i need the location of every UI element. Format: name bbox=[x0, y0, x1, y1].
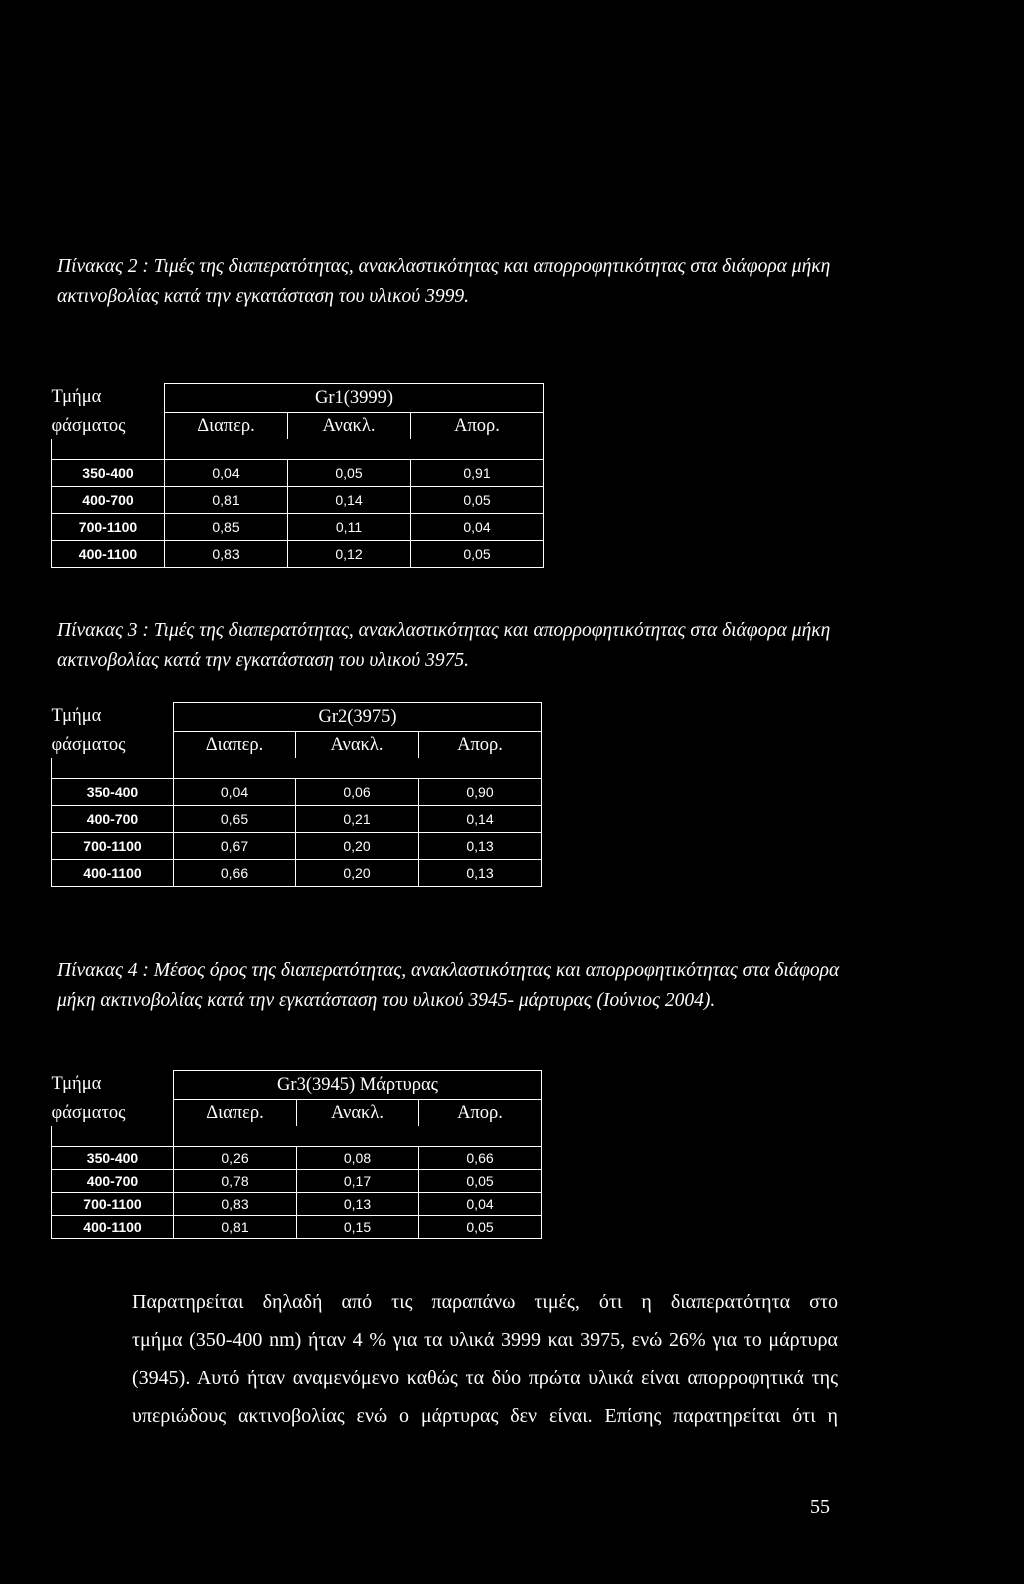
table-2-caption: Πίνακας 2 : Τιμές της διαπερατότητας, ανακλαστικότητας και απορροφητικότητας στα διάφορα μήκη ακτινοβολίας κατά την εγκατάσταση του υλικού 3999. bbox=[57, 256, 831, 307]
value-cell: 0,90 bbox=[419, 779, 542, 806]
table-row bbox=[52, 1193, 542, 1216]
row-header-line1: Τμήμα bbox=[51, 386, 102, 407]
row-header-line2: φάσματος bbox=[51, 734, 126, 755]
value-cell: 0,11 bbox=[288, 514, 411, 541]
value-cell: 0,67 bbox=[174, 833, 296, 860]
band-cell: 400-700 bbox=[52, 487, 165, 514]
band-cell: 400-1100 bbox=[52, 1216, 174, 1239]
value-cell: 0,06 bbox=[296, 779, 419, 806]
paragraph-line: Παρατηρείται δηλαδή από τις παραπάνω τιμές, ότι η διαπερατότητα στο bbox=[132, 1291, 838, 1313]
value-cell: 0,91 bbox=[411, 460, 544, 487]
table-4 bbox=[51, 1070, 542, 1239]
table-3-caption: Πίνακας 3 : Τιμές της διαπερατότητας, ανακλαστικότητας και απορροφητικότητας στα διάφορα μήκη ακτινοβολίας κατά την εγκατάσταση του υλικού 3975. bbox=[57, 620, 831, 671]
value-cell: 0,81 bbox=[174, 1216, 297, 1239]
value-cell: 0,05 bbox=[419, 1216, 542, 1239]
row-header-line2: φάσματος bbox=[51, 1102, 126, 1123]
table-row bbox=[52, 806, 542, 833]
band-cell: 700-1100 bbox=[52, 1193, 174, 1216]
value-cell: 0,81 bbox=[165, 487, 288, 514]
col-header: Απορ. bbox=[419, 732, 542, 759]
value-cell: 0,83 bbox=[174, 1193, 297, 1216]
band-cell: 350-400 bbox=[52, 460, 165, 487]
value-cell: 0,21 bbox=[296, 806, 419, 833]
table-3 bbox=[51, 702, 542, 887]
col-header: Ανακλ. bbox=[297, 1100, 419, 1127]
value-cell: 0,05 bbox=[411, 487, 544, 514]
band-cell: 400-1100 bbox=[52, 541, 165, 568]
table-row bbox=[52, 460, 544, 487]
row-header-line1: Τμήμα bbox=[51, 705, 102, 726]
col-header: Ανακλ. bbox=[288, 413, 411, 440]
value-cell: 0,66 bbox=[174, 860, 296, 887]
value-cell: 0,15 bbox=[297, 1216, 419, 1239]
col-header: Διαπερ. bbox=[174, 732, 296, 759]
value-cell: 0,05 bbox=[288, 460, 411, 487]
value-cell: 0,20 bbox=[296, 833, 419, 860]
group-title: Gr1(3999) bbox=[165, 384, 544, 413]
table-row bbox=[52, 487, 544, 514]
table-row bbox=[52, 541, 544, 568]
row-header bbox=[52, 703, 174, 732]
value-cell: 0,04 bbox=[174, 779, 296, 806]
value-cell: 0,65 bbox=[174, 806, 296, 833]
value-cell: 0,05 bbox=[419, 1170, 542, 1193]
value-cell: 0,83 bbox=[165, 541, 288, 568]
band-cell: 350-400 bbox=[52, 779, 174, 806]
value-cell: 0,17 bbox=[297, 1170, 419, 1193]
band-cell: 400-700 bbox=[52, 806, 174, 833]
value-cell: 0,14 bbox=[419, 806, 542, 833]
table-row bbox=[52, 860, 542, 887]
row-header bbox=[52, 384, 165, 413]
value-cell: 0,13 bbox=[297, 1193, 419, 1216]
value-cell: 0,66 bbox=[419, 1147, 542, 1170]
col-header: Απορ. bbox=[419, 1100, 542, 1127]
table-row bbox=[52, 514, 544, 541]
value-cell: 0,14 bbox=[288, 487, 411, 514]
value-cell: 0,04 bbox=[411, 514, 544, 541]
paragraph-line: (3945). Αυτό ήταν αναμενόμενο καθώς τα δύο πρώτα υλικά είναι απορροφητικά της bbox=[132, 1367, 838, 1389]
row-header-line1: Τμήμα bbox=[51, 1073, 102, 1094]
paragraph-line: τμήμα (350-400 nm) ήταν 4 % για τα υλικά 3999 και 3975, ενώ 26% για το μάρτυρα bbox=[132, 1329, 838, 1351]
col-header: Ανακλ. bbox=[296, 732, 419, 759]
table-row bbox=[52, 1147, 542, 1170]
paragraph-line: υπεριώδους ακτινοβολίας ενώ ο μάρτυρας δεν είναι. Επίσης παρατηρείται ότι η bbox=[132, 1405, 838, 1427]
value-cell: 0,78 bbox=[174, 1170, 297, 1193]
page-number: 55 bbox=[810, 1496, 830, 1518]
table-row bbox=[52, 779, 542, 806]
value-cell: 0,20 bbox=[296, 860, 419, 887]
value-cell: 0,13 bbox=[419, 833, 542, 860]
value-cell: 0,04 bbox=[419, 1193, 542, 1216]
value-cell: 0,08 bbox=[297, 1147, 419, 1170]
col-header: Διαπερ. bbox=[174, 1100, 297, 1127]
value-cell: 0,13 bbox=[419, 860, 542, 887]
value-cell: 0,85 bbox=[165, 514, 288, 541]
body-paragraph bbox=[132, 1283, 838, 1435]
value-cell: 0,04 bbox=[165, 460, 288, 487]
table-row bbox=[52, 1170, 542, 1193]
row-header-line2: φάσματος bbox=[51, 415, 126, 436]
band-cell: 400-700 bbox=[52, 1170, 174, 1193]
value-cell: 0,12 bbox=[288, 541, 411, 568]
col-header: Διαπερ. bbox=[165, 413, 288, 440]
row-header bbox=[52, 1071, 174, 1100]
band-cell: 700-1100 bbox=[52, 833, 174, 860]
value-cell: 0,05 bbox=[411, 541, 544, 568]
table-row bbox=[52, 1216, 542, 1239]
table-row bbox=[52, 833, 542, 860]
group-title: Gr2(3975) bbox=[174, 703, 542, 732]
table-4-caption: Πίνακας 4 : Μέσος όρος της διαπερατότητας, ανακλαστικότητας και απορροφητικότητας στα διάφορα μήκη ακτινοβολίας κατά την εγκατάσταση του υλικού 3945- μάρτυρας (Ιούνιος 2004). bbox=[57, 960, 840, 1011]
col-header: Απορ. bbox=[411, 413, 544, 440]
band-cell: 350-400 bbox=[52, 1147, 174, 1170]
band-cell: 700-1100 bbox=[52, 514, 165, 541]
table-2 bbox=[51, 383, 544, 568]
value-cell: 0,26 bbox=[174, 1147, 297, 1170]
group-title: Gr3(3945) Μάρτυρας bbox=[174, 1071, 542, 1100]
band-cell: 400-1100 bbox=[52, 860, 174, 887]
